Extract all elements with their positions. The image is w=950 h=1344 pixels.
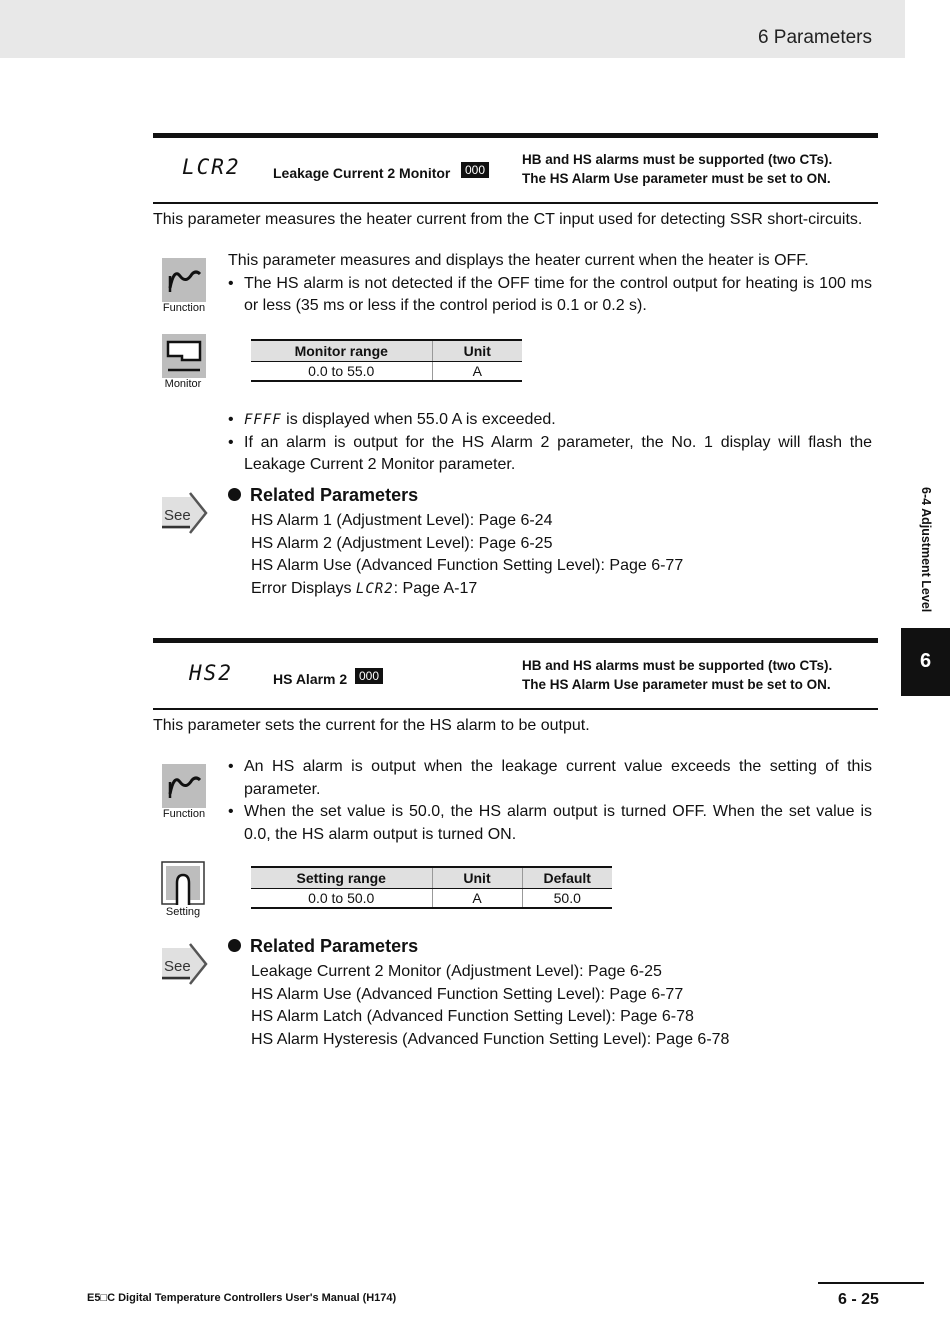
monitor-range-table [251, 339, 522, 382]
col-setting-range: Setting range [251, 867, 432, 888]
related-link[interactable]: Leakage Current 2 Monitor (Adjustment Level): Page 6-25 [251, 963, 662, 980]
param-name: HS Alarm 2 [273, 671, 348, 687]
footer-rule [818, 1282, 924, 1284]
setting-range-table [251, 866, 612, 909]
section-side-label: 6-4 Adjustment Level [919, 487, 933, 613]
page-number: 6 - 25 [838, 1291, 879, 1308]
related-parameters-list [251, 510, 683, 600]
function-intro: This parameter measures and displays the heater current when the heater is OFF. [228, 252, 809, 269]
function-text [228, 756, 872, 846]
setting-range-value: 0.0 to 50.0 [251, 888, 432, 908]
related-link[interactable]: HS Alarm Latch (Advanced Function Setting Level): Page 6-78 [251, 1008, 694, 1025]
function-icon [162, 258, 206, 302]
manual-title: E5□C Digital Temperature Controllers User's Manual (H174) [87, 1292, 397, 1304]
related-link[interactable]: Error Displays LCR2: Page A-17 [251, 579, 478, 597]
section-rule-bottom [153, 202, 878, 204]
related-parameters-list [251, 961, 729, 1051]
condition-line-2: The HS Alarm Use parameter must be set to ON. [522, 677, 831, 692]
related-parameters-heading: Related Parameters [228, 485, 418, 506]
monitor-range-value: 0.0 to 55.0 [251, 361, 432, 381]
chapter-tab[interactable]: 6 [901, 628, 950, 696]
setting-icon [161, 861, 205, 905]
chapter-title: 6 Parameters [757, 27, 872, 48]
related-link[interactable]: HS Alarm 2 (Adjustment Level): Page 6-25 [251, 534, 553, 552]
related-parameters-heading: Related Parameters [228, 936, 418, 957]
function-bullet: • An HS alarm is output when the leakage current value exceeds the setting of this parameter. [228, 756, 872, 801]
col-unit: Unit [432, 340, 522, 361]
condition-line-2: The HS Alarm Use parameter must be set to ON. [522, 171, 831, 186]
condition-line-1: HB and HS alarms must be supported (two CTs). [522, 658, 833, 673]
section-rule-bottom [153, 708, 878, 710]
note-ffff: • FFFF is displayed when 55.0 A is exceeded. [228, 409, 872, 432]
col-unit: Unit [432, 867, 522, 888]
function-icon-label: Function [162, 302, 206, 314]
param-display-code: LCR2 [182, 155, 241, 179]
param-name: Leakage Current 2 Monitor [273, 165, 451, 181]
section-rule-top [153, 638, 878, 643]
see-icon-label: See [164, 507, 191, 524]
unit-value: A [432, 888, 522, 908]
related-link[interactable]: HS Alarm Hysteresis (Advanced Function Setting Level): Page 6-78 [251, 1030, 730, 1048]
related-link[interactable]: HS Alarm 1 (Adjustment Level): Page 6-24 [251, 512, 553, 529]
note-flash: • If an alarm is output for the HS Alarm 2 parameter, the No. 1 display will flash the Leakage Current 2 Monitor parameter. [228, 432, 872, 477]
function-text [228, 250, 872, 318]
see-icon-label: See [164, 958, 191, 975]
condition-line-1: HB and HS alarms must be supported (two CTs). [522, 152, 833, 167]
lcr2-code: LCR2 [355, 580, 394, 597]
param-description: This parameter measures the heater current from the CT input used for detecting SSR short-circuits. [153, 211, 863, 228]
setting-icon-label: Setting [165, 906, 201, 918]
monitor-notes [228, 409, 872, 477]
param-display-code: HS2 [189, 661, 233, 685]
level-badge: 000 [355, 668, 383, 684]
param-description: This parameter sets the current for the HS alarm to be output. [153, 717, 590, 734]
function-icon-label: Function [162, 808, 206, 820]
function-bullet: • When the set value is 50.0, the HS alarm output is turned OFF. When the set value is 0.0, the HS alarm output is turned ON. [228, 801, 872, 846]
unit-value: A [432, 361, 522, 381]
section-rule-top [153, 133, 878, 138]
col-monitor-range: Monitor range [251, 340, 432, 361]
related-link[interactable]: HS Alarm Use (Advanced Function Setting Level): Page 6-77 [251, 985, 684, 1003]
monitor-icon [162, 334, 206, 378]
function-icon [162, 764, 206, 808]
default-value: 50.0 [522, 888, 612, 908]
related-link[interactable]: HS Alarm Use (Advanced Function Setting Level): Page 6-77 [251, 557, 684, 574]
level-badge: 000 [461, 162, 489, 178]
col-default: Default [522, 867, 612, 888]
function-bullet: • The HS alarm is not detected if the OFF time for the control output for heating is 100 ms or less (35 ms or less if the control period is 0.1 or 0.2 s). [228, 273, 872, 318]
ffff-code: FFFF [244, 412, 282, 428]
monitor-icon-label: Monitor [164, 378, 202, 390]
